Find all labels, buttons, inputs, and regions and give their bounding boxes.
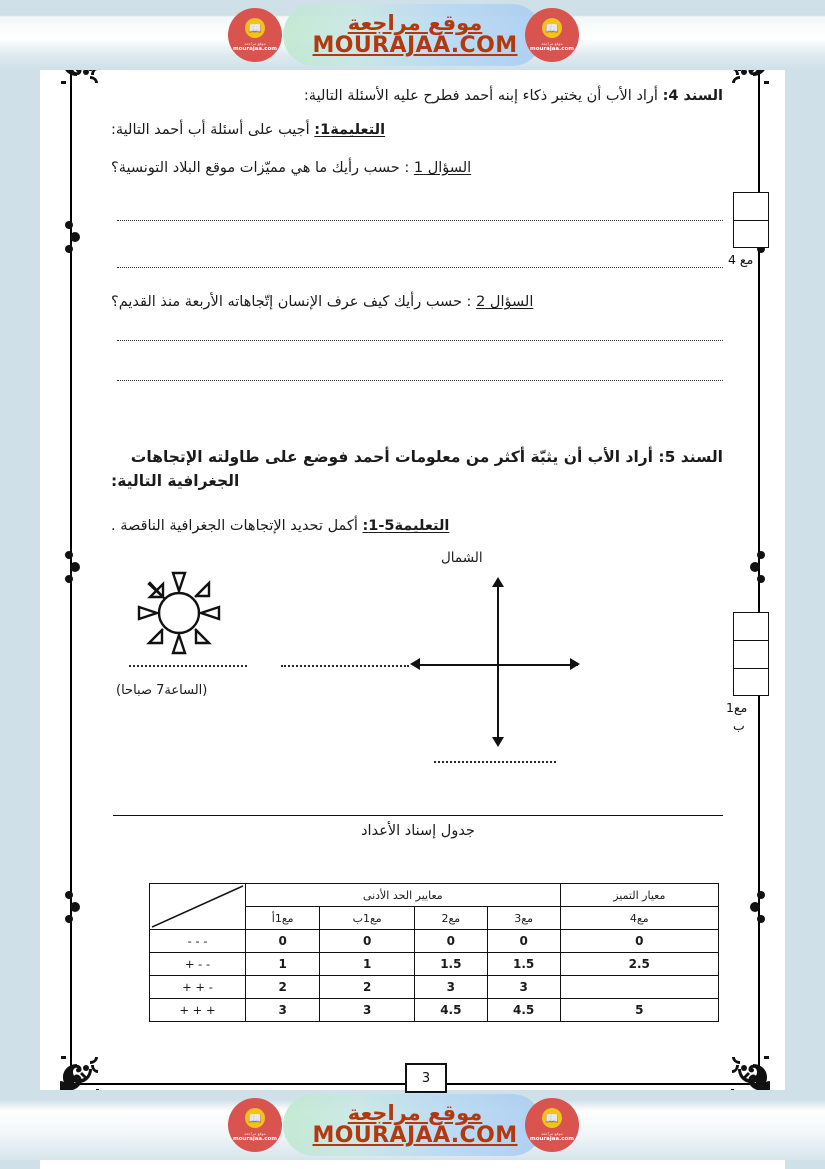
score-box-criterion-1[interactable] — [733, 612, 769, 696]
column-header: مع3 — [487, 907, 560, 930]
north-label: الشمال — [441, 550, 483, 566]
watermark-logo-left — [228, 1098, 282, 1152]
open-book-icon: 📖 — [245, 18, 265, 38]
open-book-icon: 📖 — [542, 1108, 562, 1128]
score-cell: 2 — [246, 976, 320, 999]
score-cell: 0 — [487, 930, 560, 953]
sanad-4-label: السند 4: — [662, 88, 723, 104]
score-cell: 4.5 — [487, 999, 560, 1022]
answer-line[interactable] — [117, 340, 723, 341]
header-minimum-criteria: معايير الحد الأدنى — [246, 884, 561, 907]
watermark-arabic-text: موقع مراجعة — [347, 11, 483, 36]
answer-line[interactable] — [117, 220, 723, 221]
arrow-left-icon — [410, 658, 420, 670]
score-cell: 3 — [320, 999, 415, 1022]
table-row — [150, 999, 719, 1022]
table-row — [150, 953, 719, 976]
score-cell: 2.5 — [560, 953, 718, 976]
page-number: 3 — [405, 1063, 447, 1093]
instruction-1-text: أجيب على أسئلة أب أحمد التالية: — [111, 122, 310, 138]
edge-flourish-icon — [747, 887, 769, 927]
table-row — [150, 930, 719, 953]
open-book-icon: 📖 — [542, 18, 562, 38]
score-cell: 3 — [246, 999, 320, 1022]
watermark-logo-english: mourajaa.com — [232, 46, 278, 52]
score-box-criterion-4[interactable] — [733, 192, 769, 248]
question-2-label: السؤال 2 — [476, 294, 534, 310]
instruction-5-1-text: أكمل تحديد الإتجاهات الجغرافية الناقصة . — [111, 518, 358, 534]
score-cell: 0 — [560, 930, 718, 953]
score-cell — [560, 976, 718, 999]
horizontal-axis-line — [418, 664, 578, 666]
instruction-1-label: التعليمة1: — [314, 122, 386, 138]
column-header: مع1أ — [246, 907, 320, 930]
instruction-5-1-block — [111, 515, 723, 537]
answer-line[interactable] — [117, 380, 723, 381]
direction-blank-left[interactable] — [281, 665, 409, 667]
score-cell: 1.5 — [487, 953, 560, 976]
score-cell: 3 — [487, 976, 560, 999]
watermark-banner-bottom — [0, 1090, 825, 1160]
watermark-logo-arabic: موقع مراجعة — [244, 1131, 266, 1136]
instruction-5-1-label: التعليمة5-1: — [362, 518, 450, 534]
symbol-cell: - + + — [150, 976, 246, 999]
question-2-block — [111, 291, 723, 313]
open-book-icon: 📖 — [245, 1108, 265, 1128]
score-cell: 0 — [246, 930, 320, 953]
symbol-cell: - - + — [150, 953, 246, 976]
sanad-5-line-1: أراد الأب أن يثبّة أكثر من معلومات أحمد فوضع على طاولته الإتجاهات — [130, 448, 653, 466]
arrow-up-icon — [492, 577, 504, 587]
edge-flourish-icon — [61, 887, 83, 927]
column-header: مع1ب — [320, 907, 415, 930]
score-cell: 1 — [246, 953, 320, 976]
watermark-logo-english: mourajaa.com — [529, 1136, 575, 1142]
direction-blank-bottom[interactable] — [434, 761, 556, 763]
watermark-logo-arabic: موقع مراجعة — [541, 41, 563, 46]
sanad-5-line-2: الجغرافية التالية: — [111, 472, 240, 491]
section-divider — [113, 815, 723, 816]
table-header-group-row — [150, 884, 719, 907]
sun-icon — [131, 565, 227, 661]
score-box-cell[interactable] — [734, 193, 768, 221]
sanad-4-text: أراد الأب أن يختبر ذكاء إبنه أحمد فطرح عليه الأسئلة التالية: — [303, 88, 658, 104]
score-box-cell[interactable] — [734, 613, 768, 641]
question-1-text: : حسب رأيك ما هي مميّزات موقع البلاد التونسية؟ — [111, 160, 410, 176]
score-cell: 4.5 — [414, 999, 487, 1022]
edge-flourish-icon — [747, 547, 769, 587]
edge-flourish-icon — [61, 217, 83, 257]
watermark-logo-arabic: موقع مراجعة — [541, 1131, 563, 1136]
sanad-4-block — [111, 85, 723, 107]
direction-blank-sun[interactable] — [129, 665, 247, 667]
worksheet-content — [95, 75, 725, 1060]
sanad-5-label: السند 5: — [658, 448, 723, 466]
sanad-5-block — [111, 445, 723, 493]
directions-diagram — [111, 550, 723, 795]
score-cell: 3 — [414, 976, 487, 999]
score-box-cell[interactable] — [734, 641, 768, 669]
score-box-cell[interactable] — [734, 669, 768, 697]
watermark-text-block — [275, 1094, 555, 1156]
watermark-banner-top — [0, 0, 825, 70]
diagonal-slash-icon — [150, 884, 245, 929]
watermark-logo-english: mourajaa.com — [232, 1136, 278, 1142]
watermark-logo-left — [228, 8, 282, 62]
question-2-text: : حسب رأيك كيف عرف الإنسان إتّجاهاته الأربعة منذ القديم؟ — [111, 294, 472, 310]
arrow-down-icon — [492, 737, 504, 747]
symbol-cell: - - - — [150, 930, 246, 953]
edge-flourish-icon — [61, 547, 83, 587]
score-cell: 0 — [320, 930, 415, 953]
score-cell: 1 — [320, 953, 415, 976]
score-box-label: مع1 — [726, 700, 748, 715]
question-1-label: السؤال 1 — [413, 160, 472, 176]
score-cell: 5 — [560, 999, 718, 1022]
score-box-sublabel: ب — [733, 718, 745, 733]
watermark-logo-english: mourajaa.com — [529, 46, 575, 52]
watermark-text-block — [275, 4, 555, 66]
column-header: مع2 — [414, 907, 487, 930]
score-cell: 0 — [414, 930, 487, 953]
watermark-english-text: MOURAJAA.COM — [312, 1123, 518, 1149]
column-header: مع4 — [560, 907, 718, 930]
symbol-cell: + + + — [150, 999, 246, 1022]
table-row — [150, 976, 719, 999]
watermark-english-text: MOURAJAA.COM — [312, 33, 518, 59]
score-box-label: مع 4 — [728, 252, 754, 267]
score-cell: 1.5 — [414, 953, 487, 976]
watermark-logo-arabic: موقع مراجعة — [244, 41, 266, 46]
score-cell: 2 — [320, 976, 415, 999]
header-excellence-criterion: معيار التميز — [560, 884, 718, 907]
answer-line[interactable] — [117, 267, 723, 268]
arrow-right-icon — [570, 658, 580, 670]
table-corner-cell — [150, 884, 246, 930]
grading-table-title: جدول إسناد الأعداد — [361, 823, 475, 839]
question-1-block — [111, 157, 723, 179]
grading-table — [149, 883, 719, 1022]
time-label: (الساعة7 صباحا) — [116, 683, 208, 698]
watermark-arabic-text: موقع مراجعة — [347, 1101, 483, 1126]
score-box-cell[interactable] — [734, 221, 768, 249]
instruction-1-block — [111, 119, 723, 141]
